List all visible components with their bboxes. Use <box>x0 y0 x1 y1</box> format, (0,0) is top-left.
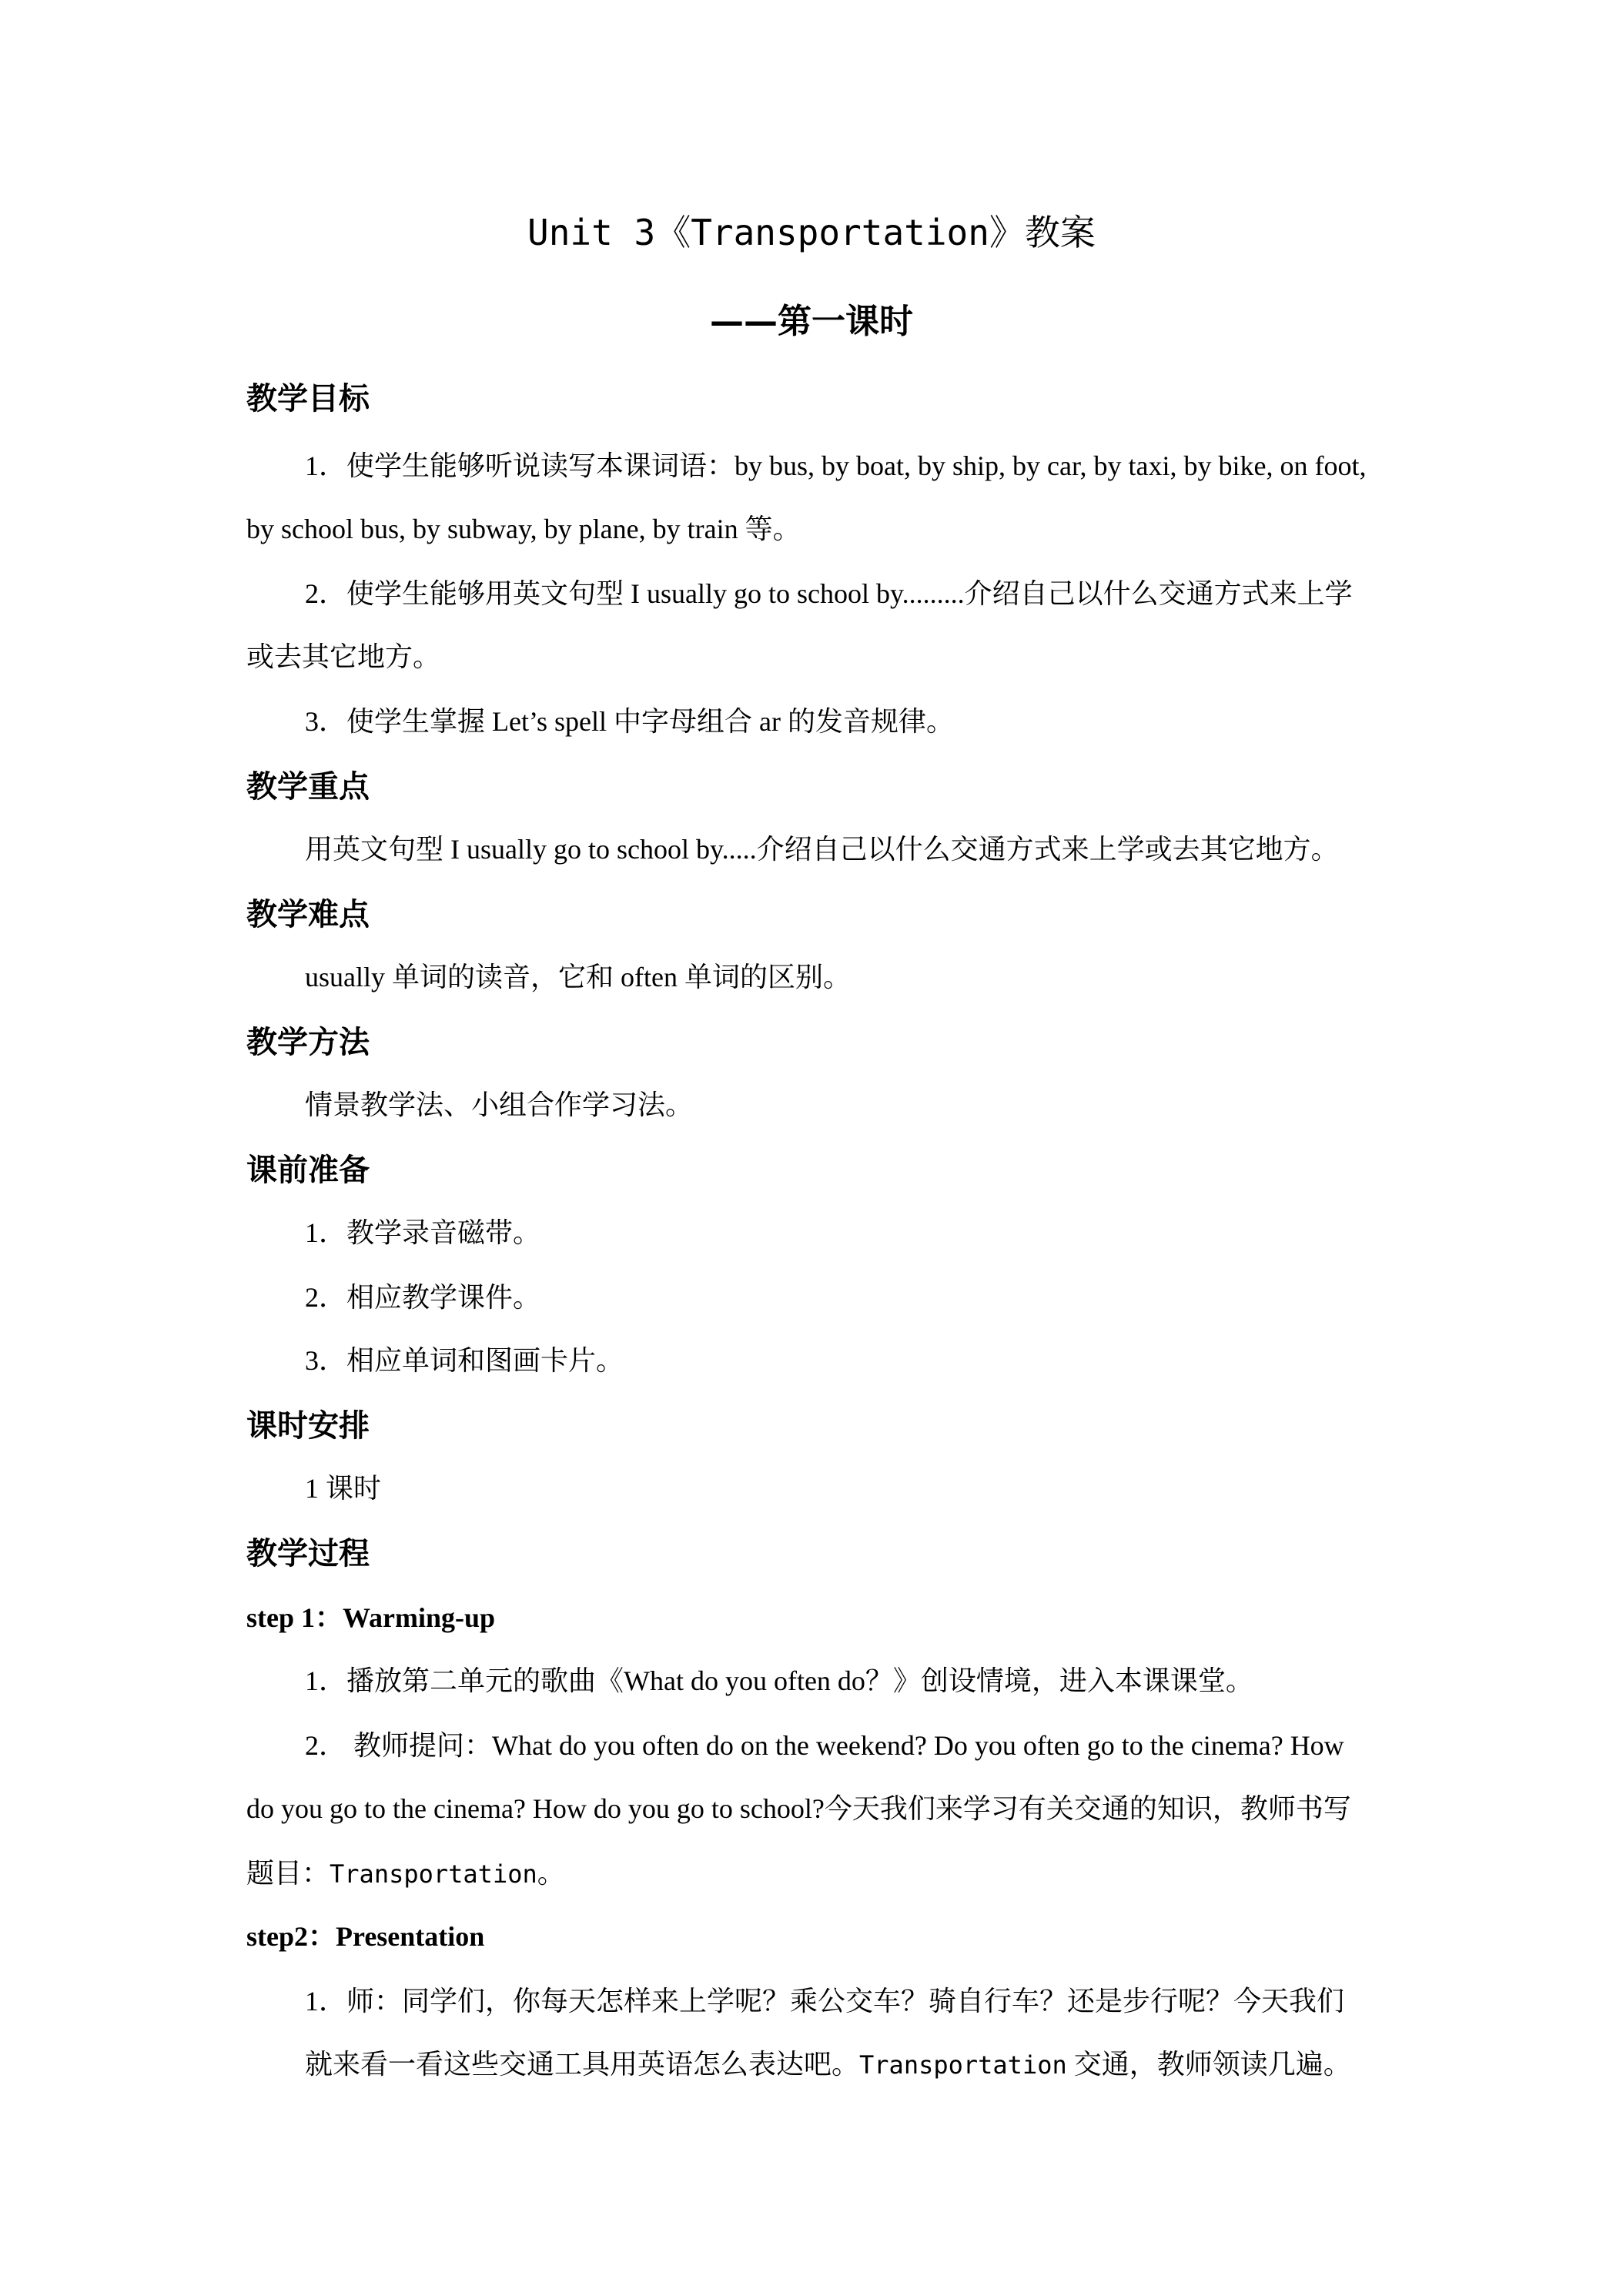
step-1-label: step 1：Warming-up <box>246 1602 496 1633</box>
step-1-item-2-line-2: do you go to the cinema? How do you go to school?今天我们来学习有关交通的知识，教师书写 <box>246 1793 1351 1824</box>
step-2-label: step2：Presentation <box>246 1921 485 1952</box>
preparation-item-1: 1．教学录音磁带。 <box>305 1217 541 1248</box>
heading-difficulties: 教学难点 <box>246 897 370 932</box>
step-1-item-1: 1．播放第二单元的歌曲《What do you often do？》创设情境，进入本课课堂。 <box>305 1665 1253 1696</box>
line-3-suffix: 。 <box>537 1858 565 1889</box>
topic-word: Transportation <box>859 2050 1067 2080</box>
objective-2-line-2: 或去其它地方。 <box>246 641 441 672</box>
page-subtitle: ——第一课时 <box>710 302 913 341</box>
step-2-item-1-line-1: 1．师：同学们，你每天怎样来上学呢？乘公交车？骑自行车？还是步行呢？今天我们 <box>305 1986 1345 2017</box>
step-2-item-1-line-2 <box>305 2045 1351 2084</box>
line-2-prefix: 就来看一看这些交通工具用英语怎么表达吧。 <box>305 2049 860 2080</box>
line-3-prefix: 题目： <box>246 1858 330 1889</box>
key-points-text: 用英文句型 I usually go to school by.....介绍自己以什么交通方式来上学或去其它地方。 <box>305 834 1339 865</box>
objective-3: 3．使学生掌握 Let’s spell 中字母组合 ar 的发音规律。 <box>305 706 954 737</box>
heading-objectives: 教学目标 <box>246 381 370 417</box>
heading-preparation: 课前准备 <box>246 1153 370 1188</box>
schedule-text: 1 课时 <box>305 1473 382 1504</box>
heading-methods: 教学方法 <box>246 1025 370 1060</box>
preparation-item-2: 2．相应教学课件。 <box>305 1282 541 1313</box>
preparation-item-3: 3．相应单词和图画卡片。 <box>305 1345 624 1376</box>
page-title: Unit 3《Transportation》教案 <box>527 212 1096 253</box>
step-1-item-2-line-1: 2． 教师提问：What do you often do on the weekend? Do you often go to the cinema? How <box>305 1730 1344 1761</box>
heading-key-points: 教学重点 <box>246 769 370 805</box>
heading-schedule: 课时安排 <box>246 1408 370 1444</box>
step-1-item-2-line-3 <box>246 1854 565 1893</box>
methods-text: 情景教学法、小组合作学习法。 <box>305 1089 694 1120</box>
heading-process: 教学过程 <box>246 1536 370 1571</box>
objective-2-line-1: 2．使学生能够用英文句型 I usually go to school by.........介绍自己以什么交通方式来上学 <box>305 578 1353 609</box>
difficulties-text: usually 单词的读音，它和 often 单词的区别。 <box>305 962 851 992</box>
objective-1-line-1: 1．使学生能够听说读写本课词语：by bus, by boat, by ship, by car, by taxi, by bike, on foot, <box>305 450 1367 481</box>
topic-word: Transportation <box>330 1859 537 1889</box>
objective-1-line-2: by school bus, by subway, by plane, by train 等。 <box>246 514 801 544</box>
line-2-suffix: 交通，教师领读几遍。 <box>1066 2049 1351 2080</box>
